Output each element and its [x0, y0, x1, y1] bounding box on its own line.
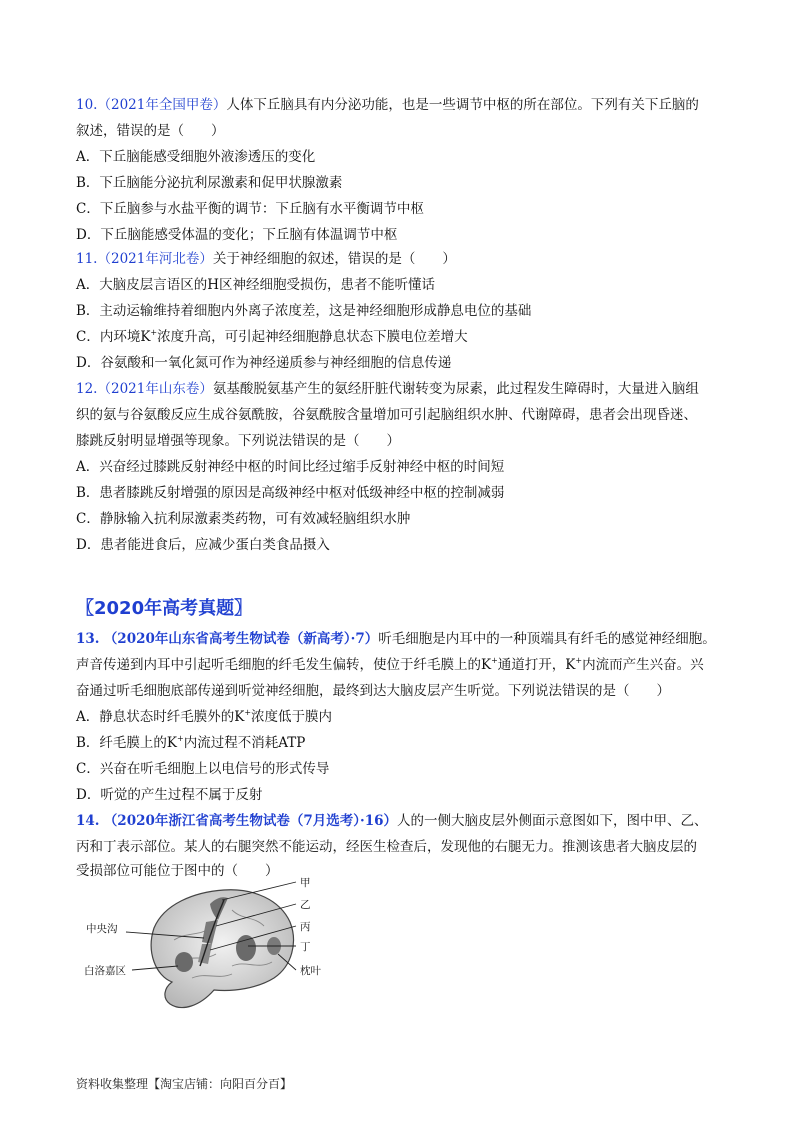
q13-stem-text: 听毛细胞是内耳中的一种顶端具有纤毛的感觉神经细胞。 — [378, 631, 716, 647]
q14-stem-line-1 — [76, 811, 708, 831]
q13-stem-line-3: 奋通过听毛细胞底部传递到听觉神经细胞，最终到达大脑皮层产生听觉。下列说法错误的是（ ） — [76, 683, 670, 699]
q10-number: 10. — [76, 97, 98, 113]
region-ding — [236, 935, 256, 961]
q14-stem-text: 人的一侧大脑皮层外侧面示意图如下，图中甲、乙、 — [397, 813, 708, 829]
q13-option-b — [76, 733, 305, 753]
label-ding: 丁 — [300, 941, 311, 953]
brain-diagram — [82, 870, 362, 1020]
k-plus-sup: + — [575, 656, 583, 665]
q11-option-a: A．大脑皮层言语区的H区神经细胞受损伤，患者不能听懂话 — [76, 277, 436, 293]
q12-number: 12. — [76, 381, 98, 397]
q12-stem-text: 氨基酸脱氨基产生的氨经肝脏代谢转变为尿素，此过程发生障碍时，大量进入脑组 — [212, 381, 699, 397]
footer-text: 资料收集整理【淘宝店铺：向阳百分百】 — [76, 1077, 293, 1091]
q14-source: （2020年浙江省高考生物试卷（7月选考）·16） — [103, 813, 397, 829]
q13-stem-line-2 — [76, 655, 704, 675]
q13-stem-l2-pre: 声音传递到内耳中引起听毛细胞的纤毛发生偏转，使位于纤毛膜上的K — [76, 657, 492, 673]
q13-option-b-pre: B．纤毛膜上的K — [76, 735, 178, 751]
k-plus-sup: + — [491, 656, 498, 665]
label-central-sulcus: 中央沟 — [86, 923, 118, 935]
q12-stem-line-2: 织的氨与谷氨酸反应生成谷氨酰胺，谷氨酰胺含量增加可引起脑组织水肿、代谢障碍，患者会出现昏迷、 — [76, 407, 697, 423]
q12-option-a: A．兴奋经过膝跳反射神经中枢的时间比经过缩手反射神经中枢的时间短 — [76, 459, 505, 475]
q10-stem-line-2: 叙述，错误的是（ ） — [76, 123, 225, 139]
q11-number: 11. — [76, 251, 98, 267]
q13-option-b-post: 内流过程不消耗ATP — [183, 735, 306, 751]
q11-option-c-post: 浓度升高，可引起神经细胞静息状态下膜电位差增大 — [157, 329, 468, 345]
q11-stem-text: 关于神经细胞的叙述，错误的是（ ） — [212, 251, 456, 267]
q10-option-d: D．下丘脑能感受体温的变化；下丘脑有体温调节中枢 — [76, 227, 398, 243]
q10-stem-text: 人体下丘脑具有内分泌功能，也是一些调节中枢的所在部位。下列有关下丘脑的 — [226, 97, 699, 113]
q11-option-c-pre: C．内环境K — [76, 329, 151, 345]
q11-stem — [76, 249, 456, 269]
k-plus-sup: + — [244, 708, 252, 717]
q12-option-b: B．患者膝跳反射增强的原因是高级神经中枢对低级神经中枢的控制减弱 — [76, 485, 505, 501]
q10-option-c: C．下丘脑参与水盐平衡的调节：下丘脑有水平衡调节中枢 — [76, 201, 424, 217]
region-broca — [175, 952, 193, 972]
q13-option-d: D．听觉的产生过程不属于反射 — [76, 787, 263, 803]
q11-option-b: B．主动运输维持着细胞内外离子浓度差，这是神经细胞形成静息电位的基础 — [76, 303, 532, 319]
section-heading: 〖2020年高考真题〗 — [76, 598, 253, 619]
q11-option-d: D．谷氨酸和一氧化氮可作为神经递质参与神经细胞的信息传递 — [76, 355, 452, 371]
q13-number: 13. — [76, 631, 100, 647]
q12-option-d: D．患者能进食后，应减少蛋白类食品摄入 — [76, 537, 330, 553]
q10-option-b: B．下丘脑能分泌抗利尿激素和促甲状腺激素 — [76, 175, 343, 191]
q13-stem-line-1 — [76, 629, 716, 649]
q10-stem-line-1 — [76, 95, 699, 115]
q13-stem-l2-post: 内流而产生兴奋。兴 — [582, 657, 704, 673]
q11-option-c — [76, 327, 468, 347]
q12-option-c: C．静脉输入抗利尿激素类药物，可有效减轻脑组织水肿 — [76, 511, 411, 527]
q14-number: 14. — [76, 813, 100, 829]
label-yi: 乙 — [300, 899, 311, 911]
k-plus-sup: + — [150, 328, 158, 337]
label-broca: 白洛嘉区 — [84, 965, 126, 977]
q13-stem-l2-mid: 通道打开，K — [497, 657, 576, 673]
q10-option-a: A．下丘脑能感受细胞外液渗透压的变化 — [76, 149, 316, 165]
q13-option-a-pre: A．静息状态时纤毛膜外的K — [76, 709, 245, 725]
q14-stem-line-2: 丙和丁表示部位。某人的右腿突然不能运动，经医生检查后，发现他的右腿无力。推测该患者大脑皮层的 — [76, 839, 697, 855]
q13-option-c: C．兴奋在听毛细胞上以电信号的形式传导 — [76, 761, 330, 777]
q11-source: （2021年河北卷） — [97, 251, 213, 267]
q12-source: （2021年山东卷） — [97, 381, 213, 397]
q12-stem-line-1 — [76, 379, 699, 399]
q13-option-a — [76, 707, 332, 727]
q10-source: （2021年全国甲卷） — [97, 97, 227, 113]
q12-stem-line-3: 膝跳反射明显增强等现象。下列说法错误的是（ ） — [76, 433, 400, 449]
q14-stem-line-3: 受损部位可能位于图中的（ ） — [76, 863, 279, 879]
k-plus-sup: + — [177, 734, 184, 743]
label-bing: 丙 — [300, 921, 311, 933]
label-jia: 甲 — [300, 877, 311, 889]
q13-option-a-post: 浓度低于膜内 — [251, 709, 333, 725]
label-occipital: 枕叶 — [300, 965, 321, 977]
q13-source: （2020年山东省高考生物试卷（新高考）·7） — [103, 631, 379, 647]
